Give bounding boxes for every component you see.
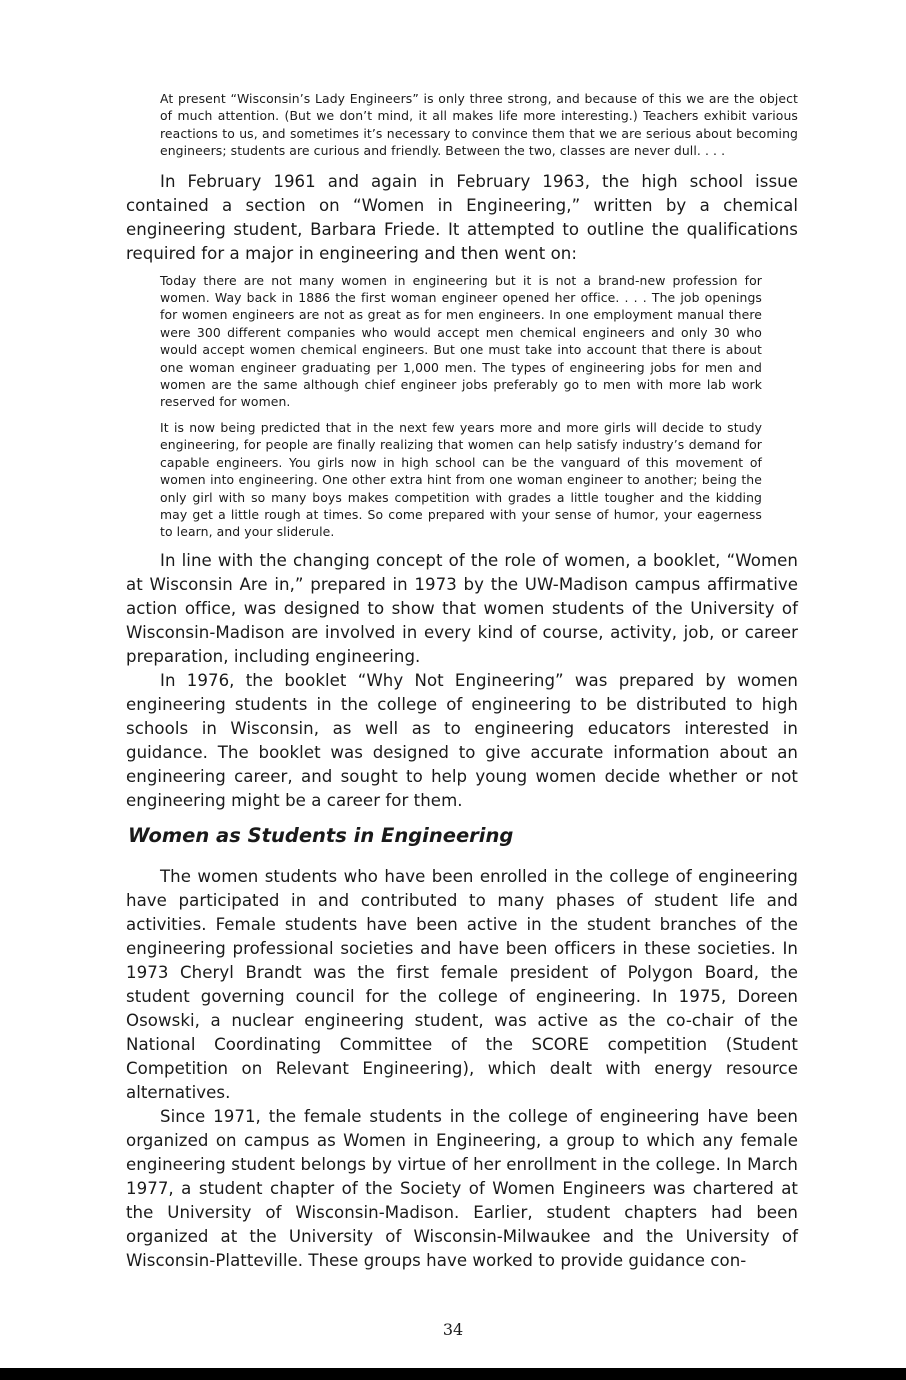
page-number: 34 [442, 1320, 464, 1339]
block-quote-friede-part-1: Today there are not many women in engineering but it is not a brand-new profession for women. Way back in 1886 the first woman engineer opened her office. . . . The job openings for women engineers are not as great as for men engineers. In one employment manual there were 300 different companies who would accept men chemical engineers and only 30 who would accept women chemical engineers. But one must take into account that there is about one woman engineer graduating per 1,000 men. The types of engineering jobs for men and women are the same although chief engineer jobs preferably go to men with more lab work reserved for women. [160, 272, 762, 410]
block-quote-friede-part-2: It is now being predicted that in the next few years more and more girls will decide to study engineering, for people are finally realizing that women can help satisfy industry’s demand for capable engineers. You girls now in high school can be the vanguard of this movement of women into engineering. One other extra hint from one woman engineer to another; being the only girl with so many boys makes competition with grades a little tougher and the kidding may get a little rough at times. So come prepared with your sense of humor, your eagerness to learn, and your sliderule. [160, 419, 762, 540]
paragraph-student-organizations: Since 1971, the female students in the college of engineering have been organized on campus as Women in Engineering, a group to which any female engineering student belongs by virtue of her enrollment in the college. In March 1977, a student chapter of the Society of Women Engineers was chartered at the University of Wisconsin-Madison. Earlier, student chapters had been organized at the University of Wisconsin-Milwaukee and the University of Wisconsin-Platteville. These groups have worked to provide guidance con- [126, 1106, 798, 1270]
paragraph-women-in-engineering-section: In February 1961 and again in February 1963, the high school issue contained a section on “Women in Engineering,” written by a chemical engineering student, Barbara Friede. It attempted to outline the qualifications required for a major in engineering and then went on: [126, 171, 798, 263]
paragraph-student-activities: The women students who have been enrolled in the college of engineering have participated in and contributed to many phases of student life and activities. Female students have been active in the student branches of the engineering professional societies and have been officers in these societies. In 1973 Cheryl Brandt was the first female president of Polygon Board, the student governing council for the college of engineering. In 1975, Doreen Osowski, a nuclear engineering student, was active as the co-chair of the National Coordinating Committee of the SCORE competition (Student Competition on Relevant Engineering), which dealt with energy resource alternatives. [126, 866, 798, 1102]
paragraph-why-not-engineering-booklet: In 1976, the booklet “Why Not Engineering” was prepared by women engineering students in the college of engineering to be distributed to high schools in Wisconsin, as well as to engineering educators interested in guidance. The booklet was designed to give accurate information about an engineering career, and sought to help young women decide whether or not engineering might be a career for them. [126, 670, 798, 810]
section-heading: Women as Students in Engineering [128, 823, 514, 847]
scan-bottom-edge [0, 1368, 906, 1380]
block-quote-lady-engineers: At present “Wisconsin’s Lady Engineers” is only three strong, and because of this we are the object of much attention. (But we don’t mind, it all makes life more interesting.) Teachers exhibit various reactions to us, and sometimes it’s necessary to convince them that we are serious about becoming engineers; students are curious and friendly. Between the two, classes are never dull. . . . [160, 91, 798, 159]
page-body [126, 90, 798, 1273]
paragraph-women-at-wisconsin-booklet: In line with the changing concept of the role of women, a booklet, “Women at Wisconsin Are in,” prepared in 1973 by the UW-Madison campus affirmative action office, was designed to show that women students of the University of Wisconsin-Madison are involved in every kind of course, activity, job, or career preparation, including engineering. [126, 550, 798, 666]
